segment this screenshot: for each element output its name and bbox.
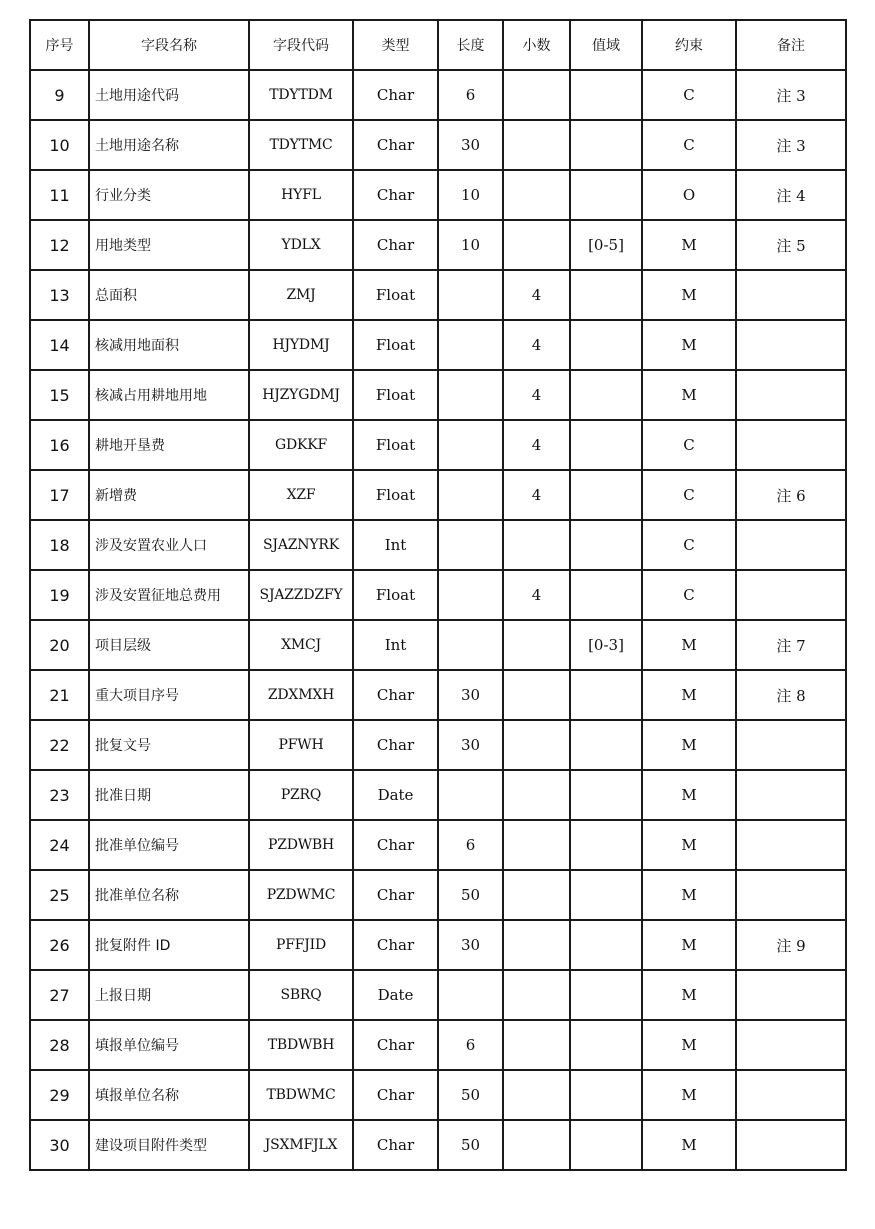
cell-field-code: TBDWMC — [249, 1070, 353, 1120]
cell-remarks — [736, 1070, 846, 1120]
cell-field-code: ZMJ — [249, 270, 353, 320]
cell-length — [438, 620, 503, 670]
cell-field-name: 涉及安置农业人口 — [89, 520, 249, 570]
cell-remarks: 注 3 — [736, 120, 846, 170]
cell-domain — [570, 320, 642, 370]
cell-field-name: 填报单位编号 — [89, 1020, 249, 1070]
cell-remarks — [736, 420, 846, 470]
header-field-code: 字段代码 — [249, 20, 353, 70]
header-type: 类型 — [353, 20, 438, 70]
cell-decimals: 4 — [503, 270, 570, 320]
table-row — [30, 620, 846, 670]
cell-domain: [0-3] — [570, 620, 642, 670]
cell-index: 23 — [30, 770, 89, 820]
cell-length — [438, 320, 503, 370]
cell-type: Float — [353, 320, 438, 370]
cell-decimals — [503, 520, 570, 570]
table-row — [30, 720, 846, 770]
cell-constraint: M — [642, 220, 736, 270]
cell-decimals — [503, 770, 570, 820]
cell-field-code: TBDWBH — [249, 1020, 353, 1070]
cell-index: 27 — [30, 970, 89, 1020]
cell-decimals: 4 — [503, 320, 570, 370]
cell-domain — [570, 470, 642, 520]
cell-constraint: M — [642, 920, 736, 970]
cell-decimals — [503, 870, 570, 920]
cell-field-name: 填报单位名称 — [89, 1070, 249, 1120]
cell-decimals — [503, 720, 570, 770]
cell-remarks: 注 4 — [736, 170, 846, 220]
cell-constraint: O — [642, 170, 736, 220]
table-row — [30, 1020, 846, 1070]
cell-type: Int — [353, 520, 438, 570]
cell-field-name: 新增费 — [89, 470, 249, 520]
cell-index: 29 — [30, 1070, 89, 1120]
cell-field-code: TDYTMC — [249, 120, 353, 170]
cell-field-name: 批准日期 — [89, 770, 249, 820]
cell-constraint: C — [642, 520, 736, 570]
cell-type: Char — [353, 170, 438, 220]
cell-constraint: C — [642, 70, 736, 120]
cell-constraint: M — [642, 620, 736, 670]
cell-length: 50 — [438, 1070, 503, 1120]
cell-domain — [570, 870, 642, 920]
cell-decimals — [503, 970, 570, 1020]
table-row — [30, 270, 846, 320]
cell-constraint: C — [642, 120, 736, 170]
cell-length — [438, 420, 503, 470]
cell-field-name: 批准单位编号 — [89, 820, 249, 870]
cell-constraint: M — [642, 320, 736, 370]
table-row — [30, 920, 846, 970]
cell-index: 17 — [30, 470, 89, 520]
cell-length: 6 — [438, 1020, 503, 1070]
cell-field-name: 土地用途名称 — [89, 120, 249, 170]
cell-remarks: 注 7 — [736, 620, 846, 670]
cell-decimals — [503, 120, 570, 170]
cell-index: 11 — [30, 170, 89, 220]
table-row — [30, 770, 846, 820]
cell-type: Char — [353, 1020, 438, 1070]
cell-length — [438, 570, 503, 620]
cell-type: Char — [353, 920, 438, 970]
cell-length: 10 — [438, 220, 503, 270]
cell-index: 18 — [30, 520, 89, 570]
table-row — [30, 170, 846, 220]
cell-length: 30 — [438, 670, 503, 720]
cell-field-code: GDKKF — [249, 420, 353, 470]
cell-domain — [570, 420, 642, 470]
cell-length — [438, 470, 503, 520]
cell-decimals: 4 — [503, 370, 570, 420]
table-row — [30, 820, 846, 870]
cell-type: Float — [353, 370, 438, 420]
cell-type: Char — [353, 1120, 438, 1170]
cell-field-name: 批复附件 ID — [89, 920, 249, 970]
cell-domain — [570, 670, 642, 720]
cell-constraint: M — [642, 270, 736, 320]
cell-remarks — [736, 770, 846, 820]
cell-domain — [570, 1120, 642, 1170]
cell-domain — [570, 70, 642, 120]
cell-remarks — [736, 970, 846, 1020]
cell-remarks: 注 5 — [736, 220, 846, 270]
cell-length: 10 — [438, 170, 503, 220]
cell-constraint: C — [642, 470, 736, 520]
cell-decimals: 4 — [503, 470, 570, 520]
cell-remarks — [736, 1020, 846, 1070]
cell-domain — [570, 1070, 642, 1120]
header-length: 长度 — [438, 20, 503, 70]
cell-length — [438, 970, 503, 1020]
cell-field-name: 建设项目附件类型 — [89, 1120, 249, 1170]
cell-field-code: PFFJID — [249, 920, 353, 970]
table-row — [30, 970, 846, 1020]
cell-type: Int — [353, 620, 438, 670]
cell-field-code: PFWH — [249, 720, 353, 770]
cell-field-code: XZF — [249, 470, 353, 520]
cell-constraint: M — [642, 870, 736, 920]
header-index: 序号 — [30, 20, 89, 70]
cell-decimals — [503, 670, 570, 720]
cell-domain — [570, 820, 642, 870]
cell-length: 6 — [438, 70, 503, 120]
cell-constraint: M — [642, 820, 736, 870]
cell-field-code: JSXMFJLX — [249, 1120, 353, 1170]
cell-type: Char — [353, 1070, 438, 1120]
cell-length: 6 — [438, 820, 503, 870]
table-row — [30, 370, 846, 420]
cell-decimals: 4 — [503, 570, 570, 620]
cell-index: 20 — [30, 620, 89, 670]
cell-domain — [570, 270, 642, 320]
cell-type: Float — [353, 470, 438, 520]
cell-constraint: M — [642, 1120, 736, 1170]
cell-field-code: HYFL — [249, 170, 353, 220]
cell-remarks — [736, 1120, 846, 1170]
table-header-row — [30, 20, 846, 70]
cell-remarks — [736, 520, 846, 570]
table-row — [30, 420, 846, 470]
cell-remarks: 注 8 — [736, 670, 846, 720]
cell-field-code: PZDWBH — [249, 820, 353, 870]
header-domain: 值域 — [570, 20, 642, 70]
header-remarks: 备注 — [736, 20, 846, 70]
cell-decimals — [503, 620, 570, 670]
cell-type: Char — [353, 220, 438, 270]
cell-remarks — [736, 820, 846, 870]
cell-field-code: PZDWMC — [249, 870, 353, 920]
cell-field-name: 涉及安置征地总费用 — [89, 570, 249, 620]
cell-constraint: C — [642, 570, 736, 620]
cell-type: Char — [353, 870, 438, 920]
table-row — [30, 520, 846, 570]
cell-decimals — [503, 1120, 570, 1170]
cell-decimals — [503, 170, 570, 220]
cell-length — [438, 520, 503, 570]
table-row — [30, 670, 846, 720]
table-row — [30, 320, 846, 370]
cell-type: Char — [353, 120, 438, 170]
cell-field-code: SBRQ — [249, 970, 353, 1020]
cell-field-name: 核减用地面积 — [89, 320, 249, 370]
cell-domain — [570, 720, 642, 770]
cell-index: 30 — [30, 1120, 89, 1170]
cell-field-code: TDYTDM — [249, 70, 353, 120]
cell-field-code: YDLX — [249, 220, 353, 270]
cell-constraint: M — [642, 370, 736, 420]
cell-decimals — [503, 1070, 570, 1120]
cell-length — [438, 770, 503, 820]
table-row — [30, 220, 846, 270]
cell-index: 26 — [30, 920, 89, 970]
cell-index: 21 — [30, 670, 89, 720]
cell-domain — [570, 770, 642, 820]
cell-constraint: M — [642, 970, 736, 1020]
cell-field-code: PZRQ — [249, 770, 353, 820]
cell-domain — [570, 120, 642, 170]
cell-length: 30 — [438, 720, 503, 770]
cell-length — [438, 270, 503, 320]
cell-type: Float — [353, 420, 438, 470]
cell-domain — [570, 170, 642, 220]
cell-field-name: 耕地开垦费 — [89, 420, 249, 470]
table-row — [30, 120, 846, 170]
cell-length: 50 — [438, 1120, 503, 1170]
header-constraint: 约束 — [642, 20, 736, 70]
cell-length: 50 — [438, 870, 503, 920]
cell-constraint: M — [642, 670, 736, 720]
table-row — [30, 70, 846, 120]
table-row — [30, 570, 846, 620]
cell-type: Char — [353, 820, 438, 870]
cell-field-code: XMCJ — [249, 620, 353, 670]
cell-field-code: SJAZNYRK — [249, 520, 353, 570]
cell-domain — [570, 520, 642, 570]
cell-remarks: 注 6 — [736, 470, 846, 520]
cell-domain — [570, 1020, 642, 1070]
cell-constraint: M — [642, 720, 736, 770]
table-row — [30, 470, 846, 520]
cell-remarks: 注 9 — [736, 920, 846, 970]
cell-remarks — [736, 720, 846, 770]
cell-index: 15 — [30, 370, 89, 420]
cell-constraint: M — [642, 1070, 736, 1120]
cell-decimals — [503, 820, 570, 870]
cell-field-code: HJZYGDMJ — [249, 370, 353, 420]
cell-constraint: C — [642, 420, 736, 470]
cell-constraint: M — [642, 1020, 736, 1070]
cell-remarks: 注 3 — [736, 70, 846, 120]
cell-index: 24 — [30, 820, 89, 870]
cell-index: 10 — [30, 120, 89, 170]
cell-domain — [570, 970, 642, 1020]
cell-domain — [570, 570, 642, 620]
cell-type: Float — [353, 270, 438, 320]
cell-length: 30 — [438, 120, 503, 170]
table-row — [30, 870, 846, 920]
cell-field-name: 重大项目序号 — [89, 670, 249, 720]
cell-remarks — [736, 320, 846, 370]
cell-decimals — [503, 1020, 570, 1070]
cell-index: 16 — [30, 420, 89, 470]
cell-index: 13 — [30, 270, 89, 320]
cell-type: Char — [353, 70, 438, 120]
cell-decimals — [503, 220, 570, 270]
cell-field-code: HJYDMJ — [249, 320, 353, 370]
cell-field-code: SJAZZDZFY — [249, 570, 353, 620]
cell-type: Float — [353, 570, 438, 620]
cell-length: 30 — [438, 920, 503, 970]
cell-type: Date — [353, 770, 438, 820]
cell-index: 28 — [30, 1020, 89, 1070]
field-definition-table — [29, 19, 847, 1171]
cell-type: Date — [353, 970, 438, 1020]
cell-field-name: 批准单位名称 — [89, 870, 249, 920]
cell-index: 12 — [30, 220, 89, 270]
cell-index: 25 — [30, 870, 89, 920]
cell-domain — [570, 370, 642, 420]
cell-field-name: 核减占用耕地用地 — [89, 370, 249, 420]
cell-remarks — [736, 270, 846, 320]
cell-domain — [570, 920, 642, 970]
cell-field-name: 用地类型 — [89, 220, 249, 270]
cell-field-name: 批复文号 — [89, 720, 249, 770]
cell-type: Char — [353, 720, 438, 770]
cell-decimals — [503, 70, 570, 120]
table-row — [30, 1120, 846, 1170]
cell-remarks — [736, 570, 846, 620]
table-row — [30, 1070, 846, 1120]
cell-field-name: 上报日期 — [89, 970, 249, 1020]
cell-field-code: ZDXMXH — [249, 670, 353, 720]
cell-field-name: 总面积 — [89, 270, 249, 320]
cell-index: 22 — [30, 720, 89, 770]
cell-field-name: 项目层级 — [89, 620, 249, 670]
cell-index: 14 — [30, 320, 89, 370]
cell-field-name: 行业分类 — [89, 170, 249, 220]
header-field-name: 字段名称 — [89, 20, 249, 70]
cell-remarks — [736, 870, 846, 920]
cell-type: Char — [353, 670, 438, 720]
cell-index: 9 — [30, 70, 89, 120]
cell-decimals: 4 — [503, 420, 570, 470]
cell-decimals — [503, 920, 570, 970]
cell-remarks — [736, 370, 846, 420]
cell-domain: [0-5] — [570, 220, 642, 270]
cell-index: 19 — [30, 570, 89, 620]
cell-length — [438, 370, 503, 420]
header-decimals: 小数 — [503, 20, 570, 70]
cell-field-name: 土地用途代码 — [89, 70, 249, 120]
cell-constraint: M — [642, 770, 736, 820]
